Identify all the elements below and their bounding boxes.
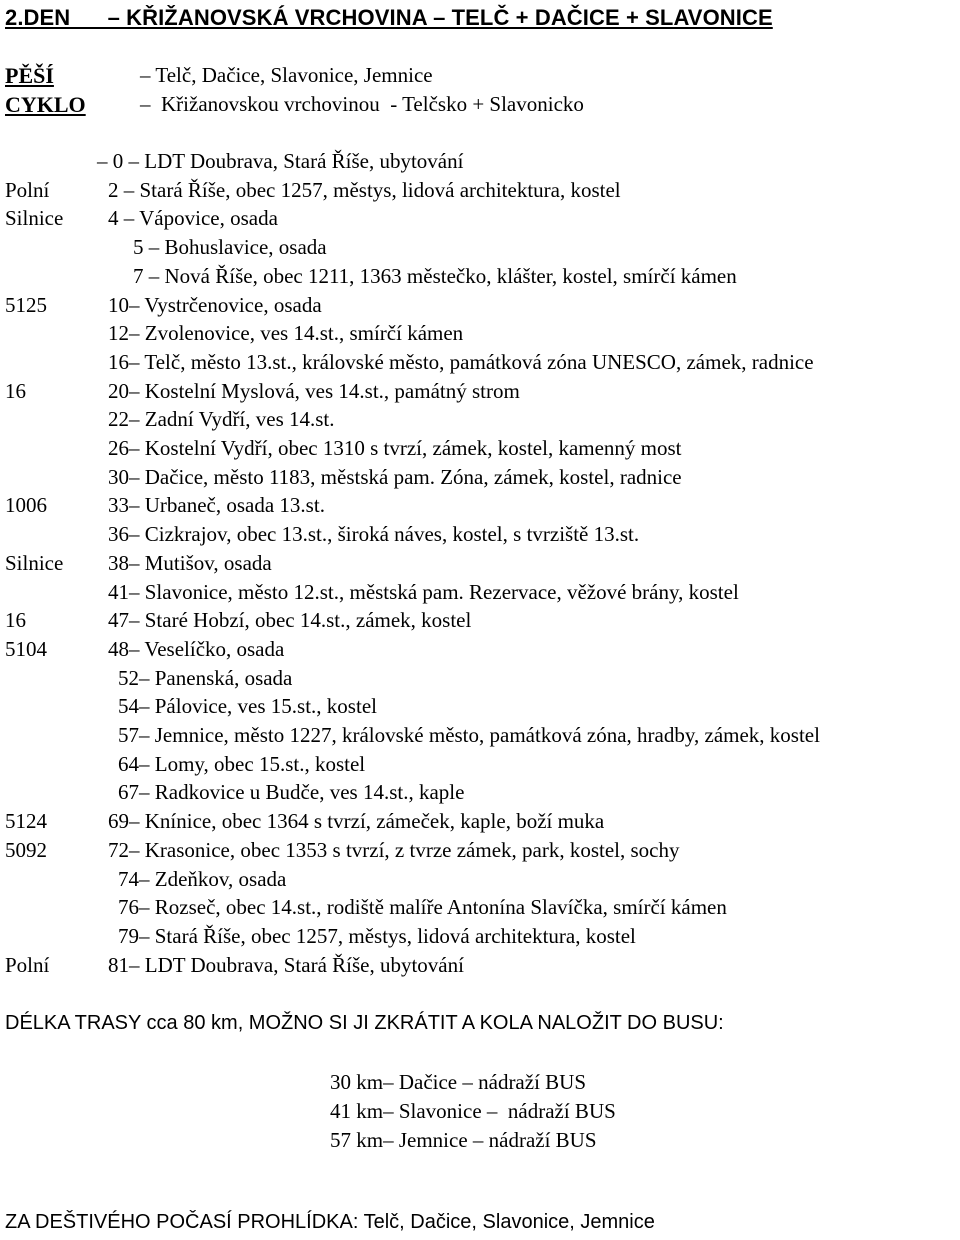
- mode-label-pesi: PĚŠÍ: [5, 63, 54, 88]
- bus-stop-item: 57 km– Jemnice – nádraží BUS: [330, 1128, 597, 1152]
- route-stop: 30– Dačice, město 1183, městská pam. Zóna, zámek, kostel, radnice: [108, 465, 682, 489]
- route-stop: 16– Telč, město 13.st., královské město, památková zóna UNESCO, zámek, radnice: [108, 350, 814, 374]
- route-stop: 72– Krasonice, obec 1353 s tvrzí, z tvrze zámek, park, kostel, sochy: [108, 838, 680, 862]
- route-row-label: 5104: [5, 637, 47, 661]
- route-stop: 5 – Bohuslavice, osada: [133, 235, 327, 259]
- route-row-label: Silnice: [5, 551, 64, 575]
- route-stop: 76– Rozseč, obec 14.st., rodiště malíře Antonína Slavíčka, smírčí kámen: [118, 895, 727, 919]
- route-stop: 48– Veselíčko, osada: [108, 637, 285, 661]
- route-stop: – 0 – LDT Doubrava, Stará Říše, ubytování: [97, 149, 464, 173]
- route-row-label: 5125: [5, 293, 47, 317]
- route-row-label: Polní: [5, 178, 50, 202]
- route-stop: 57– Jemnice, město 1227, královské město, památková zóna, hradby, zámek, kostel: [118, 723, 820, 747]
- route-stop: 36– Cizkrajov, obec 13.st., široká náves, kostel, s tvrziště 13.st.: [108, 522, 640, 546]
- route-length-note: DÉLKA TRASY cca 80 km, MOŽNO SI JI ZKRÁTIT A KOLA NALOŽIT DO BUSU:: [5, 1012, 724, 1034]
- route-stop: 54– Pálovice, ves 15.st., kostel: [118, 694, 377, 718]
- route-stop: 33– Urbaneč, osada 13.st.: [108, 493, 325, 517]
- mode-label-cyklo: CYKLO: [5, 92, 86, 117]
- route-stop: 41– Slavonice, město 12.st., městská pam. Rezervace, věžové brány, kostel: [108, 580, 739, 604]
- route-row-label: 16: [5, 379, 26, 403]
- route-stop: 69– Knínice, obec 1364 s tvrzí, zámeček, kaple, boží muka: [108, 809, 605, 833]
- route-stop: 12– Zvolenovice, ves 14.st., smírčí kámen: [108, 321, 464, 345]
- route-row-label: 1006: [5, 493, 47, 517]
- route-stop: 67– Radkovice u Budče, ves 14.st., kaple: [118, 780, 465, 804]
- route-stop: 4 – Vápovice, osada: [108, 206, 278, 230]
- route-stop: 47– Staré Hobzí, obec 14.st., zámek, kostel: [108, 608, 472, 632]
- route-row-label: 5124: [5, 809, 47, 833]
- route-stop: 22– Zadní Vydří, ves 14.st.: [108, 407, 335, 431]
- route-stop: 26– Kostelní Vydří, obec 1310 s tvrzí, zámek, kostel, kamenný most: [108, 436, 682, 460]
- route-stop: 7 – Nová Říše, obec 1211, 1363 městečko, klášter, kostel, smírčí kámen: [133, 264, 737, 288]
- bus-stop-item: 30 km– Dačice – nádraží BUS: [330, 1070, 587, 1094]
- bus-stop-item: 41 km– Slavonice – nádraží BUS: [330, 1099, 616, 1123]
- route-row-label: Polní: [5, 953, 50, 977]
- route-stop: 81– LDT Doubrava, Stará Říše, ubytování: [108, 953, 464, 977]
- mode-desc-cyklo: – Křižanovskou vrchovinou - Telčsko + Slavonicko: [140, 92, 584, 116]
- mode-desc-pesi: – Telč, Dačice, Slavonice, Jemnice: [140, 63, 433, 87]
- route-stop: 2 – Stará Říše, obec 1257, městys, lidová architektura, kostel: [108, 178, 621, 202]
- rain-plan-note: ZA DEŠTIVÉHO POČASÍ PROHLÍDKA: Telč, Dačice, Slavonice, Jemnice: [5, 1211, 655, 1233]
- route-stop: 74– Zdeňkov, osada: [118, 867, 287, 891]
- route-stop: 52– Panenská, osada: [118, 666, 293, 690]
- route-stop: 64– Lomy, obec 15.st., kostel: [118, 752, 366, 776]
- route-row-label: 5092: [5, 838, 47, 862]
- route-row-label: 16: [5, 608, 26, 632]
- route-stop: 20– Kostelní Myslová, ves 14.st., památný strom: [108, 379, 520, 403]
- page-title: 2.DEN – KŘIŽANOVSKÁ VRCHOVINA – TELČ + DAČICE + SLAVONICE: [5, 5, 773, 30]
- route-stop: 38– Mutišov, osada: [108, 551, 272, 575]
- route-stop: 10– Vystrčenovice, osada: [108, 293, 322, 317]
- route-row-label: Silnice: [5, 206, 64, 230]
- route-stop: 79– Stará Říše, obec 1257, městys, lidová architektura, kostel: [118, 924, 636, 948]
